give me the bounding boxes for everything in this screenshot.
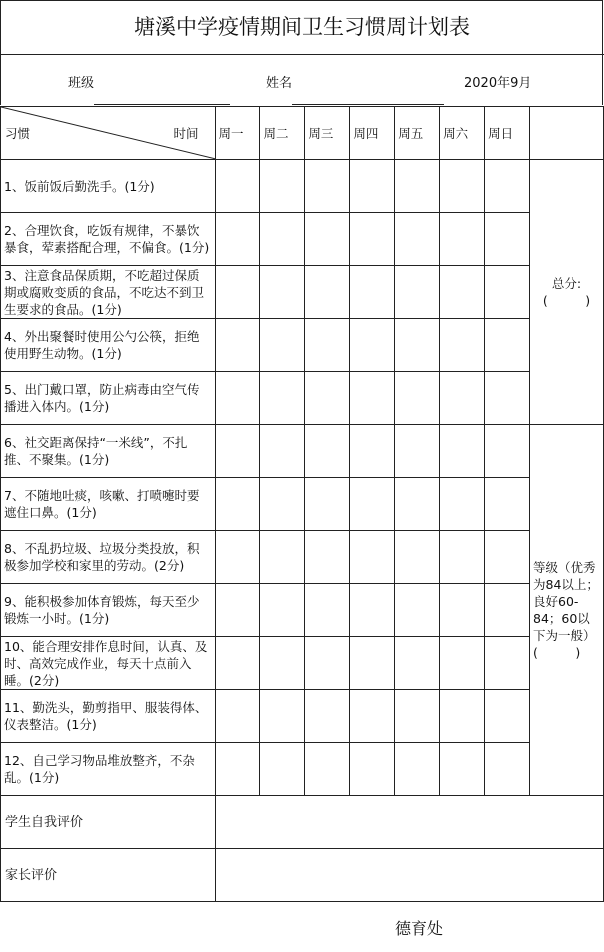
checkin-cell-tue[interactable] (260, 160, 305, 213)
checkin-cell-sat[interactable] (440, 478, 485, 531)
habit-row (1, 637, 604, 690)
checkin-cell-wed[interactable] (305, 266, 350, 319)
checkin-cell-sat[interactable] (440, 319, 485, 372)
diagonal-header-cell (1, 107, 216, 160)
class-label: 班级 (68, 76, 95, 91)
parent-eval-field[interactable] (215, 849, 603, 902)
checkin-cell-thu[interactable] (350, 319, 395, 372)
checkin-cell-fri[interactable] (395, 531, 440, 584)
total-score-cell[interactable] (530, 160, 604, 425)
checkin-cell-fri[interactable] (395, 319, 440, 372)
checkin-cell-tue[interactable] (260, 478, 305, 531)
self-eval-row (1, 796, 604, 849)
habit-row (1, 425, 604, 478)
checkin-cell-sat[interactable] (440, 743, 485, 796)
checkin-cell-sun[interactable] (485, 160, 530, 213)
habit-text: 9、能积极参加体育锻炼，每天至少锻炼一小时。(1分) (1, 584, 216, 637)
checkin-cell-sat[interactable] (440, 531, 485, 584)
checkin-cell-sat[interactable] (440, 266, 485, 319)
class-blank[interactable] (94, 90, 230, 105)
checkin-cell-tue[interactable] (260, 213, 305, 266)
checkin-cell-sat[interactable] (440, 690, 485, 743)
checkin-cell-wed[interactable] (305, 584, 350, 637)
side-header-cell (530, 107, 604, 160)
day-header-fri: 周五 (395, 107, 440, 160)
checkin-cell-mon[interactable] (215, 213, 260, 266)
checkin-cell-fri[interactable] (395, 690, 440, 743)
checkin-cell-wed[interactable] (305, 478, 350, 531)
checkin-cell-mon[interactable] (215, 425, 260, 478)
info-row (0, 54, 604, 106)
habit-text: 2、合理饮食，吃饭有规律，不暴饮暴食，荤素搭配合理，不偏食。(1分) (1, 213, 216, 266)
checkin-cell-sun[interactable] (485, 266, 530, 319)
checkin-cell-sun[interactable] (485, 478, 530, 531)
checkin-cell-wed[interactable] (305, 160, 350, 213)
checkin-cell-thu[interactable] (350, 372, 395, 425)
checkin-cell-fri[interactable] (395, 637, 440, 690)
checkin-cell-tue[interactable] (260, 531, 305, 584)
habit-table (0, 106, 604, 902)
checkin-cell-tue[interactable] (260, 743, 305, 796)
checkin-cell-fri[interactable] (395, 478, 440, 531)
habit-text: 1、饭前饭后勤洗手。(1分) (1, 160, 216, 213)
checkin-cell-thu[interactable] (350, 743, 395, 796)
habit-row (1, 743, 604, 796)
checkin-cell-tue[interactable] (260, 372, 305, 425)
checkin-cell-sat[interactable] (440, 584, 485, 637)
habit-text: 7、不随地吐痰，咳嗽、打喷嚏时要遮住口鼻。(1分) (1, 478, 216, 531)
checkin-cell-thu[interactable] (350, 266, 395, 319)
total-score-label: 总分: (551, 276, 582, 291)
checkin-cell-mon[interactable] (215, 372, 260, 425)
habit-rows (1, 160, 604, 796)
checkin-cell-tue[interactable] (260, 690, 305, 743)
checkin-cell-sun[interactable] (485, 690, 530, 743)
header-row (1, 107, 604, 160)
grade-cell[interactable] (530, 425, 604, 796)
checkin-cell-sun[interactable] (485, 531, 530, 584)
total-score-blank[interactable]: ( ) (542, 293, 591, 308)
checkin-cell-sun[interactable] (485, 637, 530, 690)
habit-text: 10、能合理安排作息时间，认真、及时、高效完成作业，每天十点前入睡。(2分) (1, 637, 216, 690)
checkin-cell-tue[interactable] (260, 584, 305, 637)
day-header-sat: 周六 (440, 107, 485, 160)
habit-row (1, 266, 604, 319)
checkin-cell-sun[interactable] (485, 743, 530, 796)
habit-row (1, 531, 604, 584)
checkin-cell-thu[interactable] (350, 637, 395, 690)
checkin-cell-sat[interactable] (440, 213, 485, 266)
habit-row (1, 584, 604, 637)
checkin-cell-fri[interactable] (395, 213, 440, 266)
checkin-cell-tue[interactable] (260, 425, 305, 478)
checkin-cell-mon[interactable] (215, 531, 260, 584)
habit-row (1, 478, 604, 531)
checkin-cell-wed[interactable] (305, 637, 350, 690)
checkin-cell-thu[interactable] (350, 478, 395, 531)
checkin-cell-sat[interactable] (440, 372, 485, 425)
self-eval-field[interactable] (215, 796, 603, 849)
habit-row (1, 213, 604, 266)
habit-text: 6、社交距离保持“一米线”，不扎推、不聚集。(1分) (1, 425, 216, 478)
checkin-cell-sun[interactable] (485, 425, 530, 478)
checkin-cell-fri[interactable] (395, 584, 440, 637)
checkin-cell-wed[interactable] (305, 531, 350, 584)
self-eval-label: 学生自我评价 (1, 796, 216, 849)
time-header: 时间 (173, 126, 199, 141)
checkin-cell-thu[interactable] (350, 531, 395, 584)
habit-row (1, 690, 604, 743)
checkin-cell-mon[interactable] (215, 160, 260, 213)
page-title: 塘溪中学疫情期间卫生习惯周计划表 (134, 15, 470, 39)
habit-text: 11、勤洗头，勤剪指甲、服装得体、仪表整洁。(1分) (1, 690, 216, 743)
checkin-cell-sat[interactable] (440, 637, 485, 690)
habit-text: 8、不乱扔垃圾、垃圾分类投放，积极参加学校和家里的劳动。(2分) (1, 531, 216, 584)
checkin-cell-sun[interactable] (485, 372, 530, 425)
habit-table-wrap (0, 106, 604, 902)
name-label: 姓名 (266, 76, 293, 91)
name-blank[interactable] (292, 90, 444, 105)
habit-row (1, 319, 604, 372)
day-header-thu: 周四 (350, 107, 395, 160)
grade-criteria: 等级（优秀为84以上；良好60-84；60以下为一般） (533, 560, 599, 643)
day-header-mon: 周一 (215, 107, 260, 160)
checkin-cell-fri[interactable] (395, 266, 440, 319)
checkin-cell-sat[interactable] (440, 160, 485, 213)
checkin-cell-mon[interactable] (215, 743, 260, 796)
checkin-cell-mon[interactable] (215, 584, 260, 637)
day-header-sun: 周日 (485, 107, 530, 160)
habit-header: 习惯 (5, 126, 31, 141)
date-text: 2020年9月 (464, 76, 532, 91)
checkin-cell-fri[interactable] (395, 425, 440, 478)
habit-text: 4、外出聚餐时使用公勺公筷，拒绝使用野生动物。(1分) (1, 319, 216, 372)
checkin-cell-thu[interactable] (350, 425, 395, 478)
checkin-cell-thu[interactable] (350, 584, 395, 637)
checkin-cell-mon[interactable] (215, 637, 260, 690)
habit-text: 3、注意食品保质期，不吃超过保质期或腐败变质的食品，不吃达不到卫生要求的食品。(1分) (1, 266, 216, 319)
checkin-cell-tue[interactable] (260, 319, 305, 372)
checkin-cell-fri[interactable] (395, 743, 440, 796)
checkin-cell-fri[interactable] (395, 160, 440, 213)
name-field[interactable] (266, 72, 292, 91)
checkin-cell-wed[interactable] (305, 372, 350, 425)
footer-department: 德育处 (395, 919, 444, 938)
grade-blank[interactable]: ( ) (533, 645, 581, 660)
day-header-wed: 周三 (305, 107, 350, 160)
parent-eval-label: 家长评价 (1, 849, 216, 902)
habit-text: 5、出门戴口罩，防止病毒由空气传播进入体内。(1分) (1, 372, 216, 425)
checkin-cell-thu[interactable] (350, 160, 395, 213)
checkin-cell-mon[interactable] (215, 319, 260, 372)
checkin-cell-wed[interactable] (305, 743, 350, 796)
checkin-cell-sun[interactable] (485, 213, 530, 266)
checkin-cell-mon[interactable] (215, 690, 260, 743)
checkin-cell-mon[interactable] (215, 266, 260, 319)
parent-eval-row (1, 849, 604, 902)
day-header-tue: 周二 (260, 107, 305, 160)
checkin-cell-tue[interactable] (260, 266, 305, 319)
checkin-cell-sat[interactable] (440, 425, 485, 478)
checkin-cell-wed[interactable] (305, 213, 350, 266)
class-field[interactable] (68, 72, 94, 91)
habit-row (1, 160, 604, 213)
checkin-cell-sun[interactable] (485, 319, 530, 372)
checkin-cell-tue[interactable] (260, 637, 305, 690)
checkin-cell-sun[interactable] (485, 584, 530, 637)
checkin-cell-wed[interactable] (305, 690, 350, 743)
checkin-cell-fri[interactable] (395, 372, 440, 425)
checkin-cell-thu[interactable] (350, 690, 395, 743)
checkin-cell-mon[interactable] (215, 478, 260, 531)
checkin-cell-thu[interactable] (350, 213, 395, 266)
checkin-cell-wed[interactable] (305, 425, 350, 478)
habit-text: 12、自己学习物品堆放整齐，不杂乱。(1分) (1, 743, 216, 796)
checkin-cell-wed[interactable] (305, 319, 350, 372)
habit-row (1, 372, 604, 425)
